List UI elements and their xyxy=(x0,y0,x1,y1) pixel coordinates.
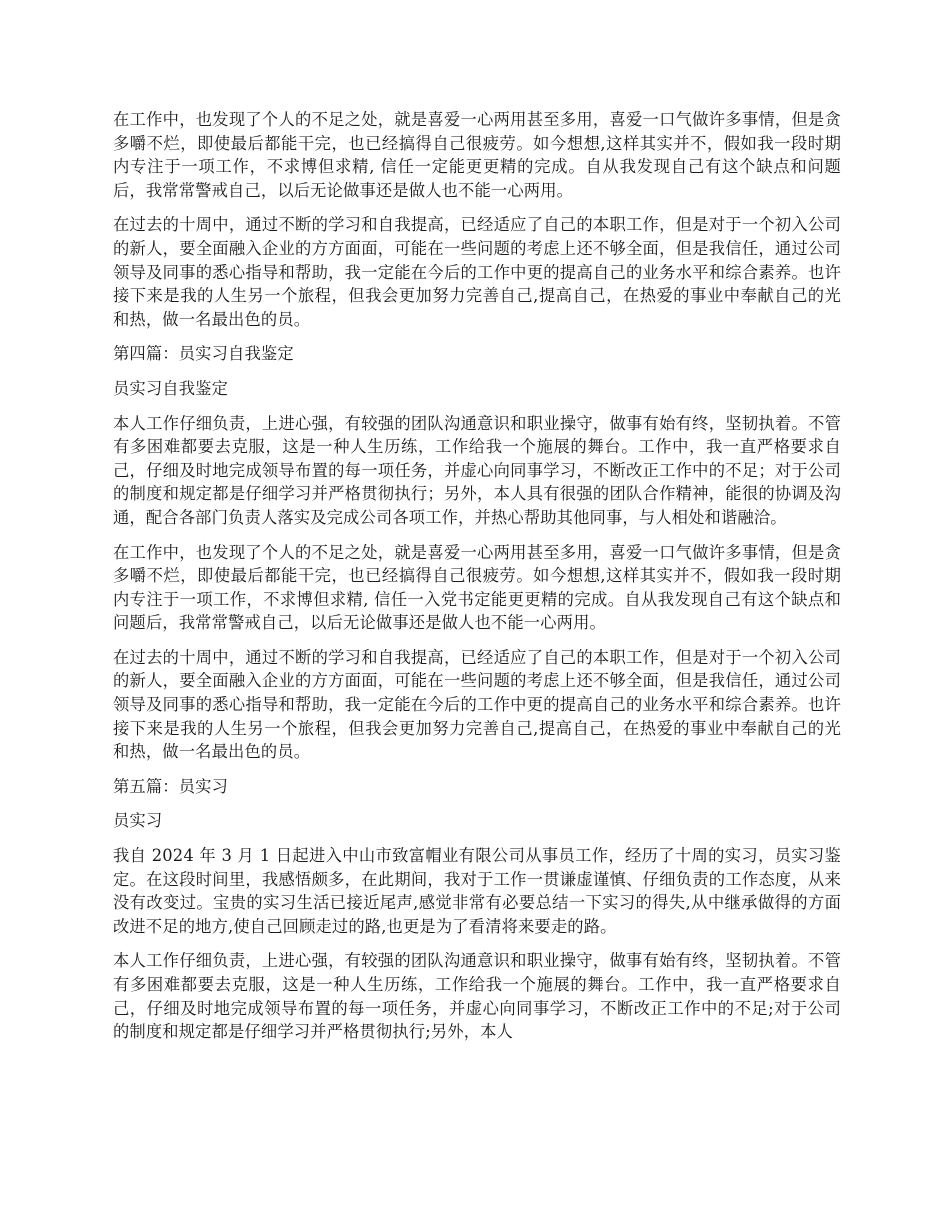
paragraph: 在工作中，也发现了个人的不足之处，就是喜爱一心两用甚至多用，喜爱一口气做许多事情，但是贪多嚼不烂，即使最后都能干完，也已经搞得自己很疲劳。如今想想,这样其实并不，假如我一段时期内专注于一项工作，不求博但求精, 信任一入党书定能更更精的完成。自从我发现自己有这个缺点和问题后，我常常警戒自己，以后无论做事还是做人也不能一心两用。 xyxy=(113,542,841,633)
paragraph: 本人工作仔细负责，上进心强，有较强的团队沟通意识和职业操守，做事有始有终，坚韧执着。不管有多困难都要去克服，这是一种人生历练，工作给我一个施展的舞台。工作中，我一直严格要求自己，仔细及时地完成领导布置的每一项任务，并虚心向同事学习，不断改正工作中的不足；对于公司的制度和规定都是仔细学习并严格贯彻执行；另外，本人具有很强的团队合作精神，能很的协调及沟通，配合各部门负责人落实及完成公司各项工作，并热心帮助其他同事，与人相处和谐融洽。 xyxy=(113,413,841,527)
section-heading-5: 第五篇：员实习 xyxy=(113,776,229,796)
paragraph: 在过去的十周中，通过不断的学习和自我提高，已经适应了自己的本职工作，但是对于一个初入公司的新人，要全面融入企业的方方面面，可能在一些问题的考虑上还不够全面，但是我信任，通过公司领导及同事的悉心指导和帮助，我一定能在今后的工作中更的提高自己的业务水平和综合素养。也许接下来是我的人生另一个旅程，但我会更加努力完善自己,提高自己，在热爱的事业中奉献自己的光和热，做一名最出色的员。 xyxy=(113,215,841,329)
paragraph: 我自 2024 年 3 月 1 日起进入中山市致富帽业有限公司从事员工作，经历了十周的实习，员实习鉴定。在这段时间里，我感悟颇多，在此期间，我对于工作一贯谦虚谨慎、仔细负责的工作态度，从来没有改变过。宝贵的实习生活已接近尾声,感觉非常有必要总结一下实习的得失,从中继承做得的方面改进不足的地方,使自己回顾走过的路,也更是为了看清将来要走的路。 xyxy=(113,846,841,936)
paragraph: 本人工作仔细负责，上进心强，有较强的团队沟通意识和职业操守，做事有始有终，坚韧执着。不管有多困难都要去克服，这是一种人生历练，工作给我一个施展的舞台。工作中，我一直严格要求自己，仔细及时地完成领导布置的每一项任务，并虚心向同事学习，不断改正工作中的不足;对于公司的制度和规定都是仔细学习并严格贯彻执行;另外，本人 xyxy=(113,951,841,1042)
section-heading-4: 第四篇：员实习自我鉴定 xyxy=(113,344,294,364)
section-subtitle: 员实习 xyxy=(113,811,163,831)
paragraph: 在工作中，也发现了个人的不足之处，就是喜爱一心两用甚至多用，喜爱一口气做许多事情，但是贪多嚼不烂，即使最后都能干完，也已经搞得自己很疲劳。如今想想,这样其实并不，假如我一段时期内专注于一项工作，不求博但求精, 信任一定能更更精的完成。自从我发现自己有这个缺点和问题后，我常常警戒自己，以后无论做事还是做人也不能一心两用。 xyxy=(113,110,841,200)
paragraph: 在过去的十周中，通过不断的学习和自我提高，已经适应了自己的本职工作，但是对于一个初入公司的新人，要全面融入企业的方方面面，可能在一些问题的考虑上还不够全面，但是我信任，通过公司领导及同事的悉心指导和帮助，我一定能在今后的工作中更的提高自己的业务水平和综合素养。也许接下来是我的人生另一个旅程，但我会更加努力完善自己,提高自己，在热爱的事业中奉献自己的光和热，做一名最出色的员。 xyxy=(113,647,841,762)
document-page xyxy=(113,108,841,1055)
section-subtitle: 员实习自我鉴定 xyxy=(113,378,229,398)
